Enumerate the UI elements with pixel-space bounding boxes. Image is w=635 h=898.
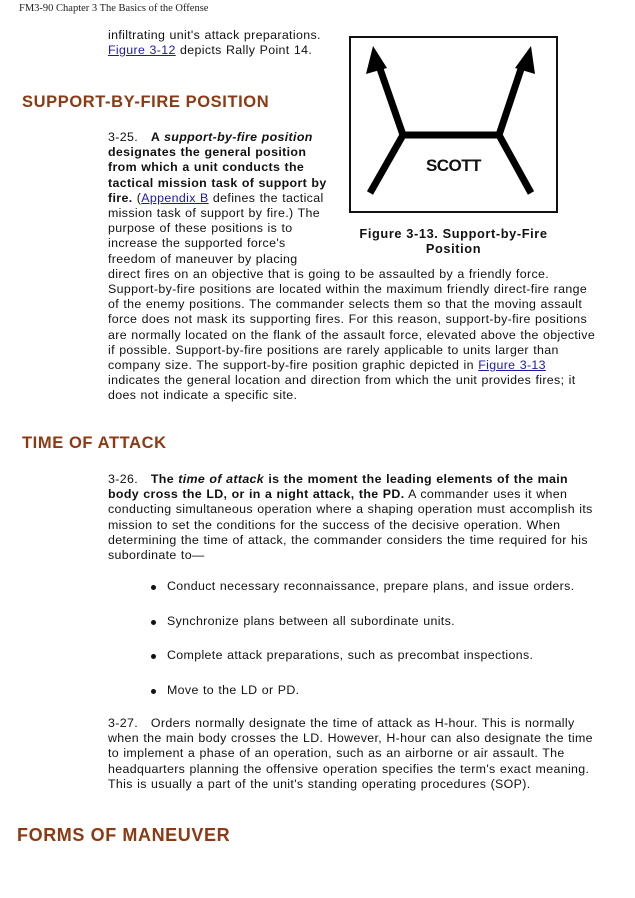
text: depicts Rally Point 14.	[175, 43, 313, 58]
paragraph-3-25	[108, 130, 598, 404]
text: designates the general position from which a unit conducts the tactical mission task of support by fire	[108, 145, 327, 205]
figure-float-spacer	[330, 130, 598, 258]
paragraph-number: 3-26.	[108, 472, 138, 486]
bullet-icon	[151, 585, 156, 590]
paragraph-3-27: 3-27. Orders normally designate the time of attack as H-hour. This is normally when the main body crosses the LD. However, H-hour can also designate the time to implement a phase of an operation, such as an airborne or air assault. The headquarters planning the offensive operation specifies the term's exact meaning. This is usually a part of the unit's standing operating procedures (SOP).	[108, 716, 598, 791]
list-item	[149, 614, 598, 649]
figure-3-12-link[interactable]: Figure 3-12	[108, 43, 176, 58]
text: A commander uses it when conducting simultaneous operation where a shaping operation must accomplish its mission to set the conditions for the success of the decisive operation. When determining the time of attack, the commander considers the time required for his subordinate to—	[108, 487, 593, 563]
intro-paragraph	[108, 28, 323, 58]
list-item	[149, 579, 598, 614]
bullet-icon	[151, 620, 156, 625]
text: (	[132, 190, 142, 205]
text: Move to the LD or PD.	[167, 682, 300, 697]
text: Synchronize plans between all subordinate units.	[167, 613, 455, 628]
running-header: FM3-90 Chapter 3 The Basics of the Offense	[19, 3, 209, 14]
text: The	[150, 472, 179, 486]
appendix-b-link[interactable]: Appendix B	[141, 190, 209, 205]
text: indicates the general location and direction from which the unit provides fires; it does not indicate a specific site.	[108, 373, 576, 403]
section-heading: FORMS OF MANEUVER	[17, 825, 231, 845]
figure-3-13-link[interactable]: Figure 3-13	[478, 358, 546, 373]
text: is the moment the leading elements of the main body cross the LD, or in a night attack, the PD.	[108, 472, 568, 502]
bullet-icon	[151, 654, 156, 659]
section-heading: SUPPORT-BY-FIRE POSITION	[22, 93, 270, 111]
list-item	[149, 683, 598, 698]
bullet-icon	[151, 689, 156, 694]
defined-term: time of attack	[178, 472, 265, 486]
text: Conduct necessary reconnaissance, prepare plans, and issue orders.	[167, 579, 575, 593]
bullet-list	[108, 579, 598, 698]
text: Complete attack preparations, such as precombat inspections.	[167, 648, 534, 662]
paragraph-number: 3-25.	[108, 130, 138, 144]
list-item	[149, 648, 598, 683]
figure-label: SCOTT	[425, 156, 482, 175]
text: defines the tactical mission task of support by fire.) The purpose of these positions is to increase the supported force's freedom of maneuver by placing direct fires on an objective that is going to be assaulted by a friendly force. Support-by-fire positions are located within the maximum friendly direct-fire range of the enemy positions. The commander selects them so that the moving assault force does not mask its supporting fires. For this reason, support-by-fire positions are normally located on the flank of the assault force, elevated above the objective if possible. Support-by-fire positions are rarely applicable to units larger than company size. The support-by-fire position graphic depicted in	[108, 190, 596, 373]
text: .	[128, 190, 133, 205]
figure-caption: Figure 3-13. Support-by-Fire Position	[359, 226, 548, 256]
paragraph-3-26	[108, 472, 598, 563]
section-heading: TIME OF ATTACK	[22, 434, 167, 452]
text: A	[150, 130, 165, 144]
text: infiltrating unit's attack preparations.	[108, 28, 321, 42]
defined-term: support-by-fire position	[164, 130, 313, 144]
